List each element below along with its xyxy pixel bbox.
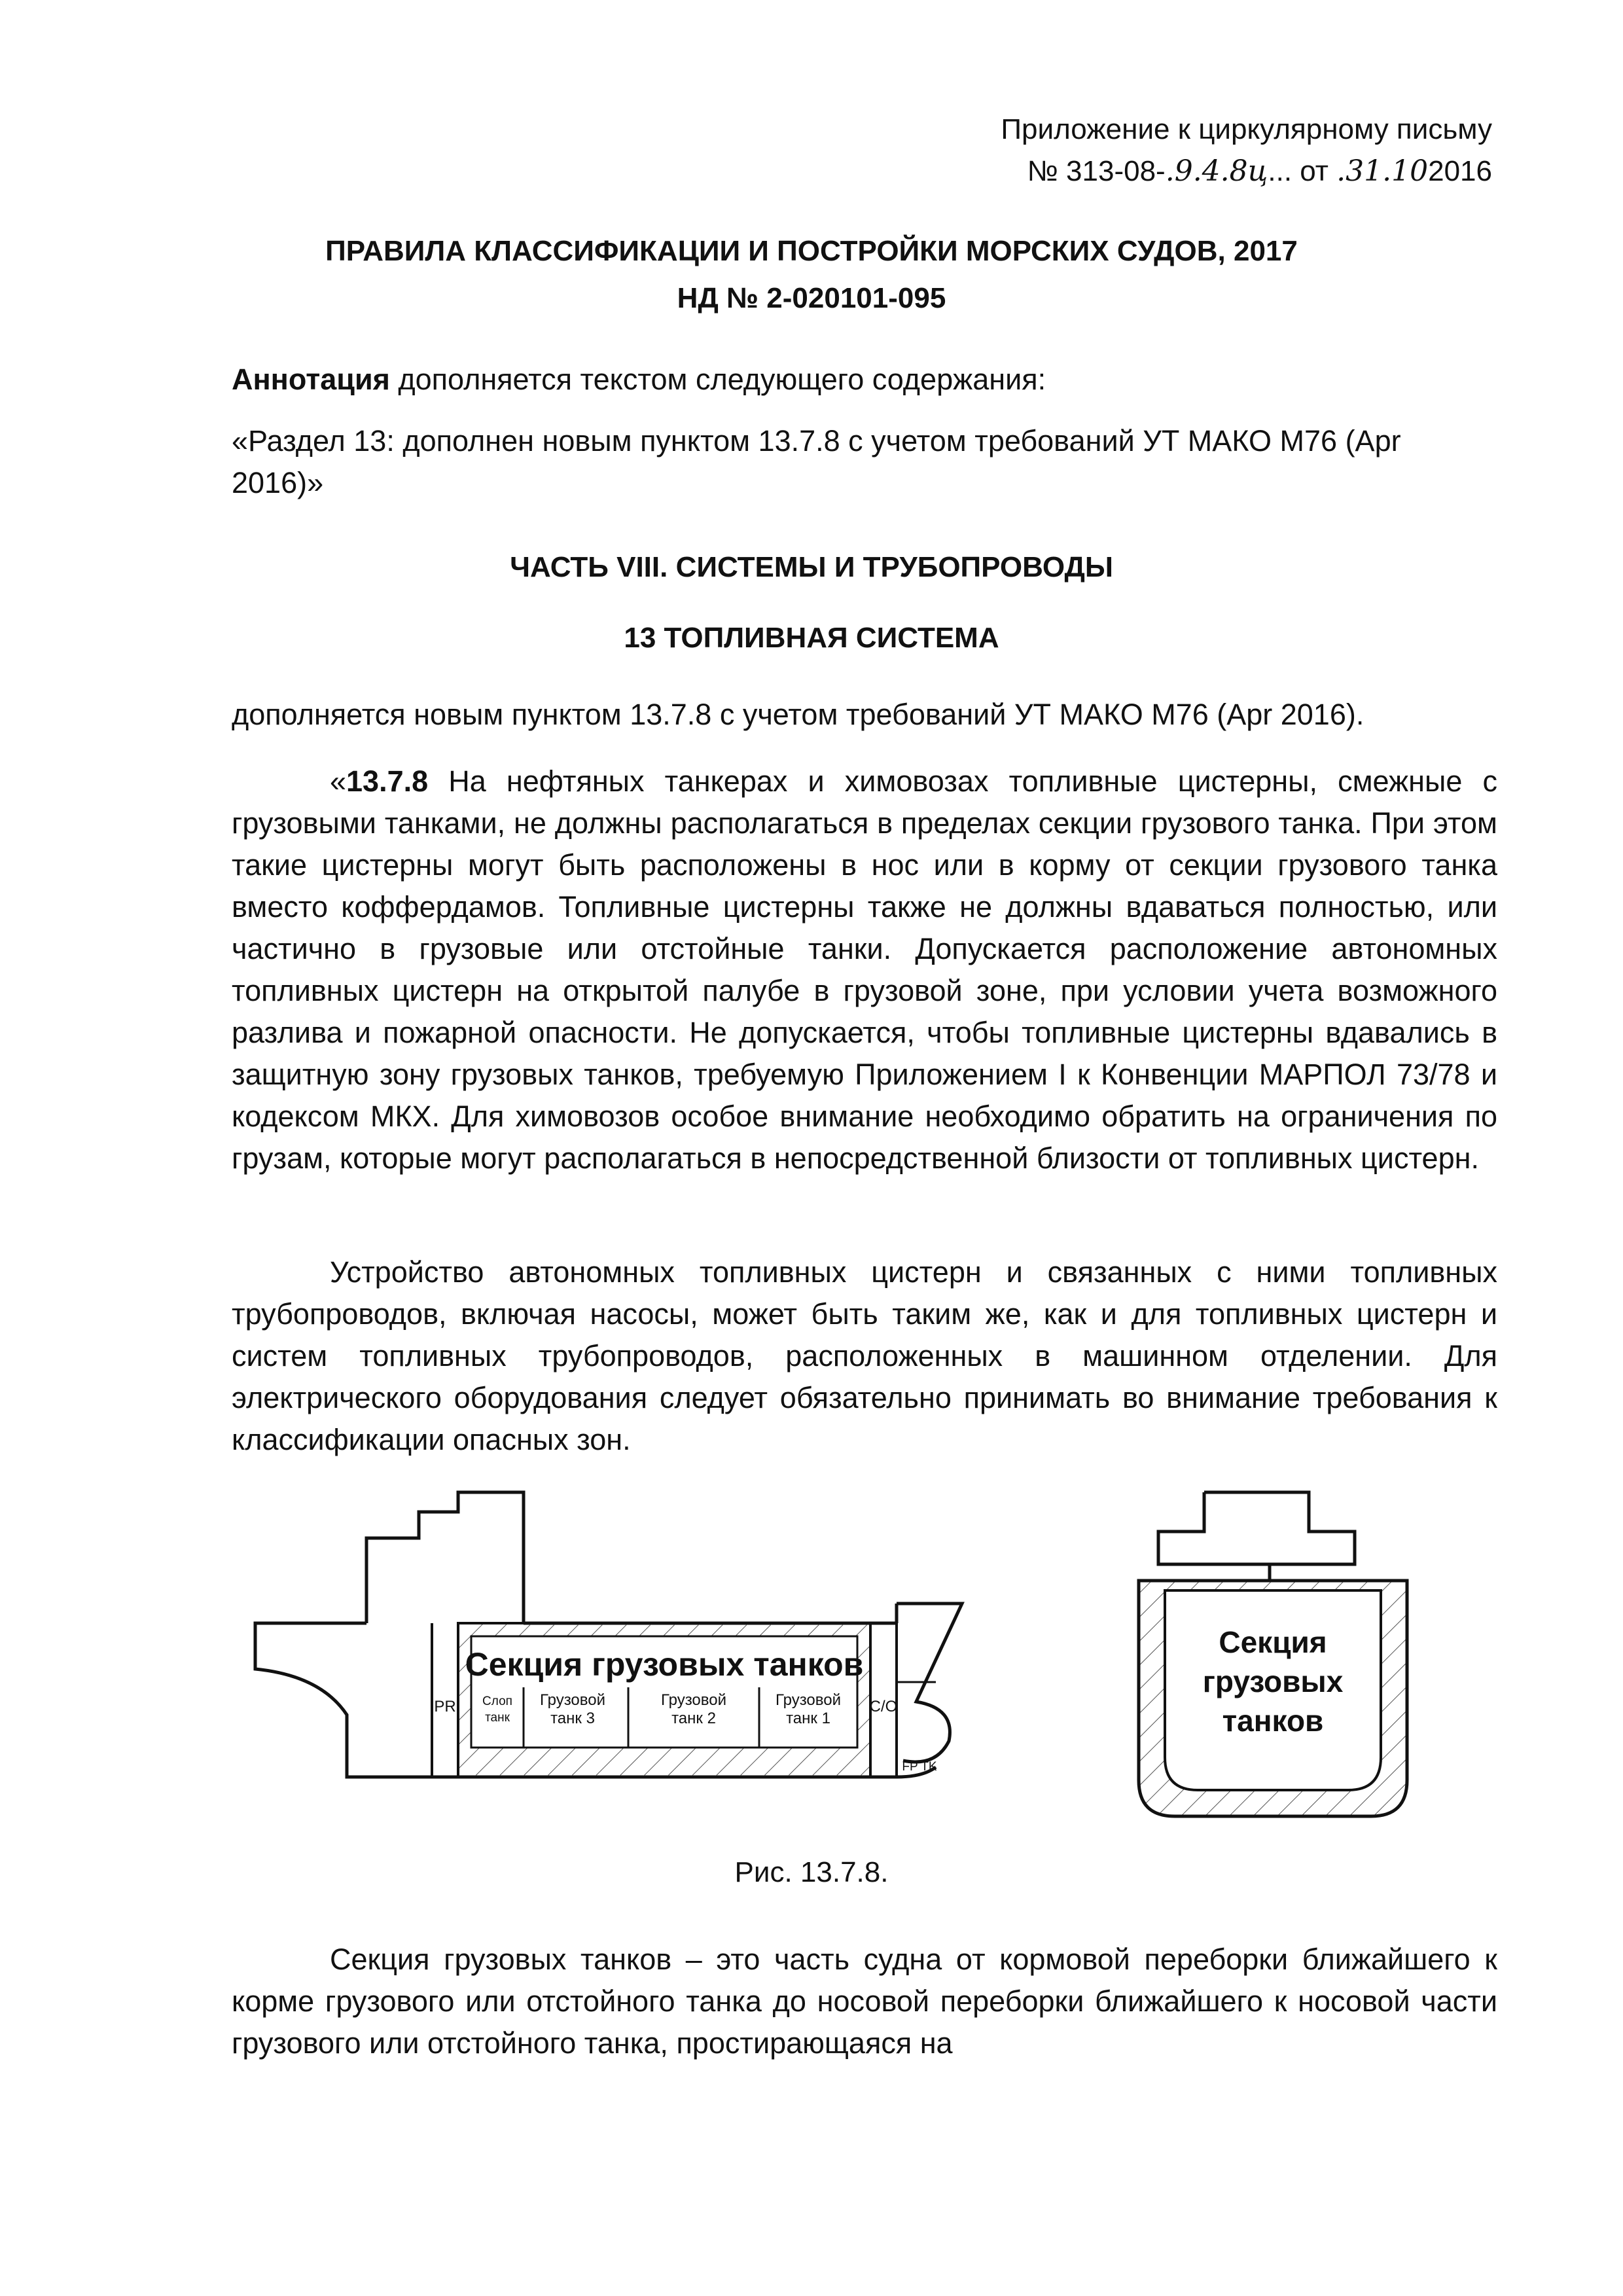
letter-date-prefix: ... от (1268, 155, 1337, 187)
appendix-reference (1001, 109, 1492, 192)
cross-label-3: танков (1222, 1704, 1324, 1738)
handwritten-letter-number: .9.4.8ц (1165, 154, 1268, 188)
section-heading: 13 ТОПЛИВНАЯ СИСТЕМА (624, 622, 999, 654)
label-fptk: FP TK (902, 1760, 937, 1774)
cross-label-1: Секция (1219, 1625, 1327, 1659)
paragraph-autonomous-tanks: Устройство автономных топливных цистерн и связанных с ними топливных трубопроводов, включая насосы, может быть таким же, как и для топливных цистерн и систем топливных трубопроводов, расположенных в машинном отделении. Для электрического оборудования следует обязательно принимать во внимание требования к классификации опасных зон. (232, 1255, 1497, 1456)
label-tank3-1: Грузовой (539, 1691, 606, 1709)
label-tank2-1: Грузовой (660, 1691, 727, 1709)
clause-open-quote: « (330, 764, 347, 798)
label-co: C/O (869, 1698, 898, 1715)
label-pr: PR (434, 1698, 456, 1715)
label-tank3-2: танк 3 (550, 1710, 595, 1727)
clause-13-7-8 (232, 761, 1497, 1179)
clause-number: 13.7.8 (346, 764, 429, 798)
title-line-2: НД № 2-020101-095 (677, 282, 946, 314)
label-tank1-1: Грузовой (775, 1691, 842, 1709)
label-tank2-2: танк 2 (671, 1710, 716, 1727)
label-slop-2: танк (485, 1711, 510, 1725)
handwritten-letter-date: .31.10 (1336, 154, 1429, 188)
part-heading: ЧАСТЬ VIII. СИСТЕМЫ И ТРУБОПРОВОДЫ (510, 551, 1113, 583)
annotation-label: Аннотация (232, 363, 390, 396)
annotation-quote: «Раздел 13: дополнен новым пунктом 13.7.8 с учетом требований УТ МАКО М76 (Apr 2016)» (232, 424, 1401, 499)
title-line-1: ПРАВИЛА КЛАССИФИКАЦИИ И ПОСТРОЙКИ МОРСКИХ СУДОВ, 2017 (325, 235, 1298, 267)
paragraph-definition: Секция грузовых танков – это часть судна от кормовой переборки ближайшего к корме грузового или отстойного танка до носовой переборки ближайшего к носовой части грузового или отстойного танка, простирающаяся на (232, 1943, 1497, 2060)
label-tank1-2: танк 1 (786, 1710, 830, 1727)
clause-text: На нефтяных танкерах и химовозах топливные цистерны, смежные с грузовыми танками, не должны располагаться в пределах секции грузового танка. При этом такие цистерны могут быть расположены в нос или в корму от секции грузового танка вместо коффердамов. Топливные цистерны также не должны вдаваться полностью, или частично в грузовые или отстойные танки. Допускается расположение автономных топливных цистерн на открытой палубе в грузовой зоне, при условии учета возможного разлива и пожарной опасности. Не допускается, чтобы топливные цистерны вдавались в защитную зону грузовых танков, требуемую Приложением I к Конвенции МАРПОЛ 73/78 и кодексом МКХ. Для химовозов особое внимание необходимо обратить на ограничения по грузам, которые могут располагаться в непосредственной близости от топливных цистерн. (232, 764, 1497, 1175)
label-slop-1: Слоп (482, 1695, 512, 1708)
letter-number-prefix: № 313-08- (1027, 155, 1166, 187)
figure-caption: Рис. 13.7.8. (734, 1856, 889, 1888)
ship-cross-section (1139, 1492, 1407, 1816)
figure-cargo-tank-section (242, 1479, 1433, 1846)
annotation-text: дополняется текстом следующего содержания: (389, 363, 1046, 396)
ship-profile (255, 1492, 962, 1777)
ship-diagram (242, 1479, 1433, 1846)
cross-label-2: грузовых (1202, 1664, 1344, 1698)
document-title (0, 228, 1623, 322)
appendix-line-2 (1001, 151, 1492, 192)
letter-year: 2016 (1428, 155, 1492, 187)
appendix-line-1: Приложение к циркулярному письму (1001, 113, 1492, 145)
supplement-line: дополняется новым пунктом 13.7.8 с учетом требований УТ МАКО М76 (Apr 2016). (232, 698, 1364, 731)
side-view-title: Секция грузовых танков (465, 1646, 864, 1683)
annotation-paragraph (232, 359, 1497, 401)
